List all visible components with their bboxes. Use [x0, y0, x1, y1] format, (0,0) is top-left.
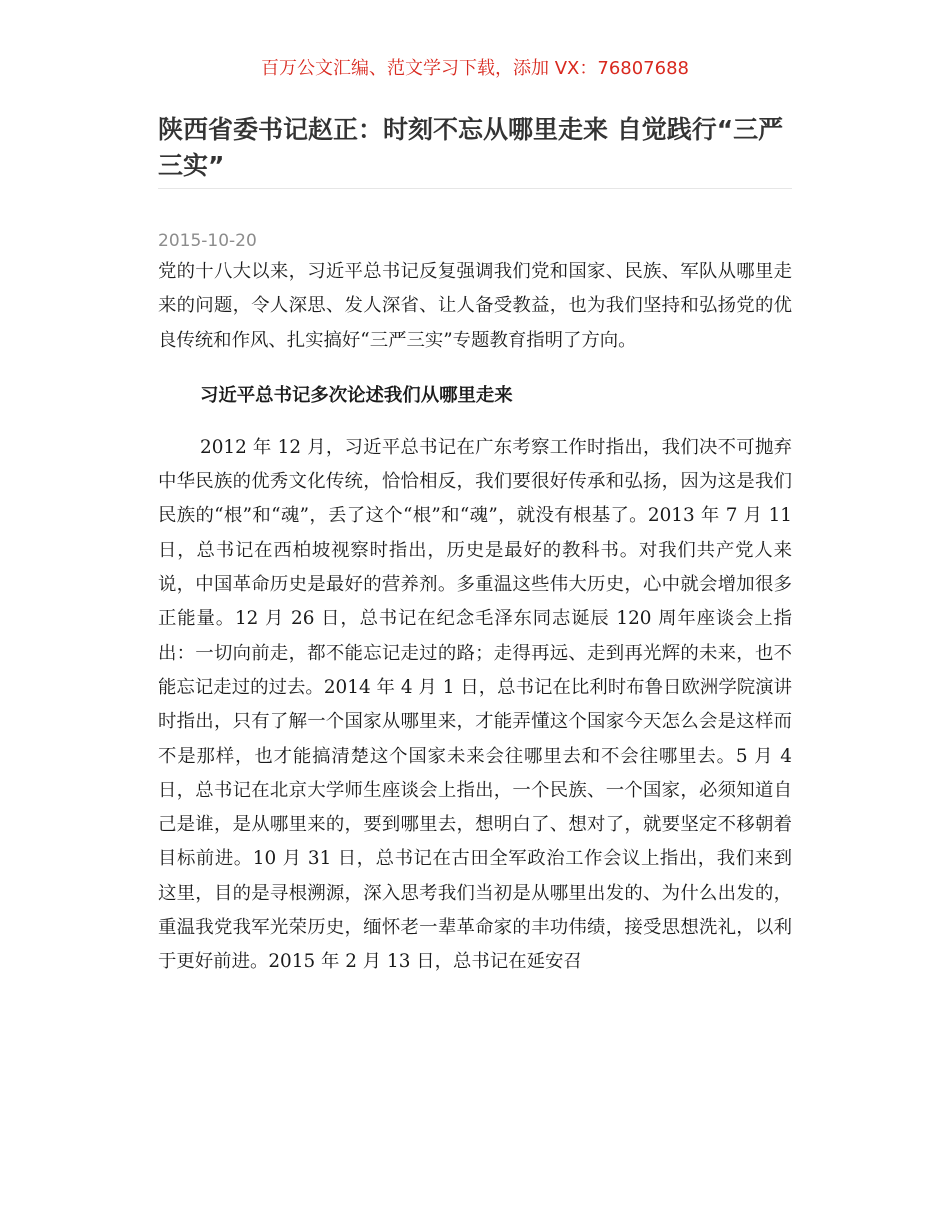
intro-paragraph: 党的十八大以来，习近平总书记反复强调我们党和国家、民族、军队从哪里走来的问题，令人深思、发人深省、让人备受教益，也为我们坚持和弘扬党的优良传统和作风、扎实搞好“三严三实”专题教育指明了方向。 — [158, 261, 792, 351]
section-heading: 习近平总书记多次论述我们从哪里走来 — [200, 384, 513, 406]
article — [158, 112, 792, 980]
watermark-banner: 百万公文汇编、范文学习下载，添加 VX：76807688 — [261, 58, 689, 79]
body-paragraph: 2012 年 12 月，习近平总书记在广东考察工作时指出，我们决不可抛弃中华民族的优秀文化传统，恰恰相反，我们要很好传承和弘扬，因为这是我们民族的“根”和“魂”，丢了这个“根”和“魂”，就没有根基了。2013 年 7 月 11 日，总书记在西柏坡视察时指出，历史是最好的教科书。对我们共产党人来说，中国革命历史是最好的营养剂。多重温这些伟大历史，心中就会增加很多正能量。12 月 26 日，总书记在纪念毛泽东同志诞辰 120 周年座谈会上指出：一切向前走，都不能忘记走过的路；走得再远、走到再光辉的未来，也不能忘记走过的过去。2014 年 4 月 1 日，总书记在比利时布鲁日欧洲学院演讲时指出，只有了解一个国家从哪里来，才能弄懂这个国家今天怎么会是这样而不是那样，也才能搞清楚这个国家未来会往哪里去和不会往哪里去。5 月 4 日，总书记在北京大学师生座谈会上指出，一个民族、一个国家，必须知道自己是谁，是从哪里来的，要到哪里去，想明白了、想对了，就要坚定不移朝着目标前进。10 月 31 日，总书记在古田全军政治工作会议上指出，我们来到这里，目的是寻根溯源，深入思考我们当初是从哪里出发的、为什么出发的，重温我党我军光荣历史，缅怀老一辈革命家的丰功伟绩，接受思想洗礼，以利于更好前进。2015 年 2 月 13 日，总书记在延安召 — [158, 436, 792, 973]
article-title: 陕西省委书记赵正：时刻不忘从哪里走来 自觉践行“三严三实” — [158, 112, 792, 189]
publish-date: 2015-10-20 — [158, 231, 257, 251]
